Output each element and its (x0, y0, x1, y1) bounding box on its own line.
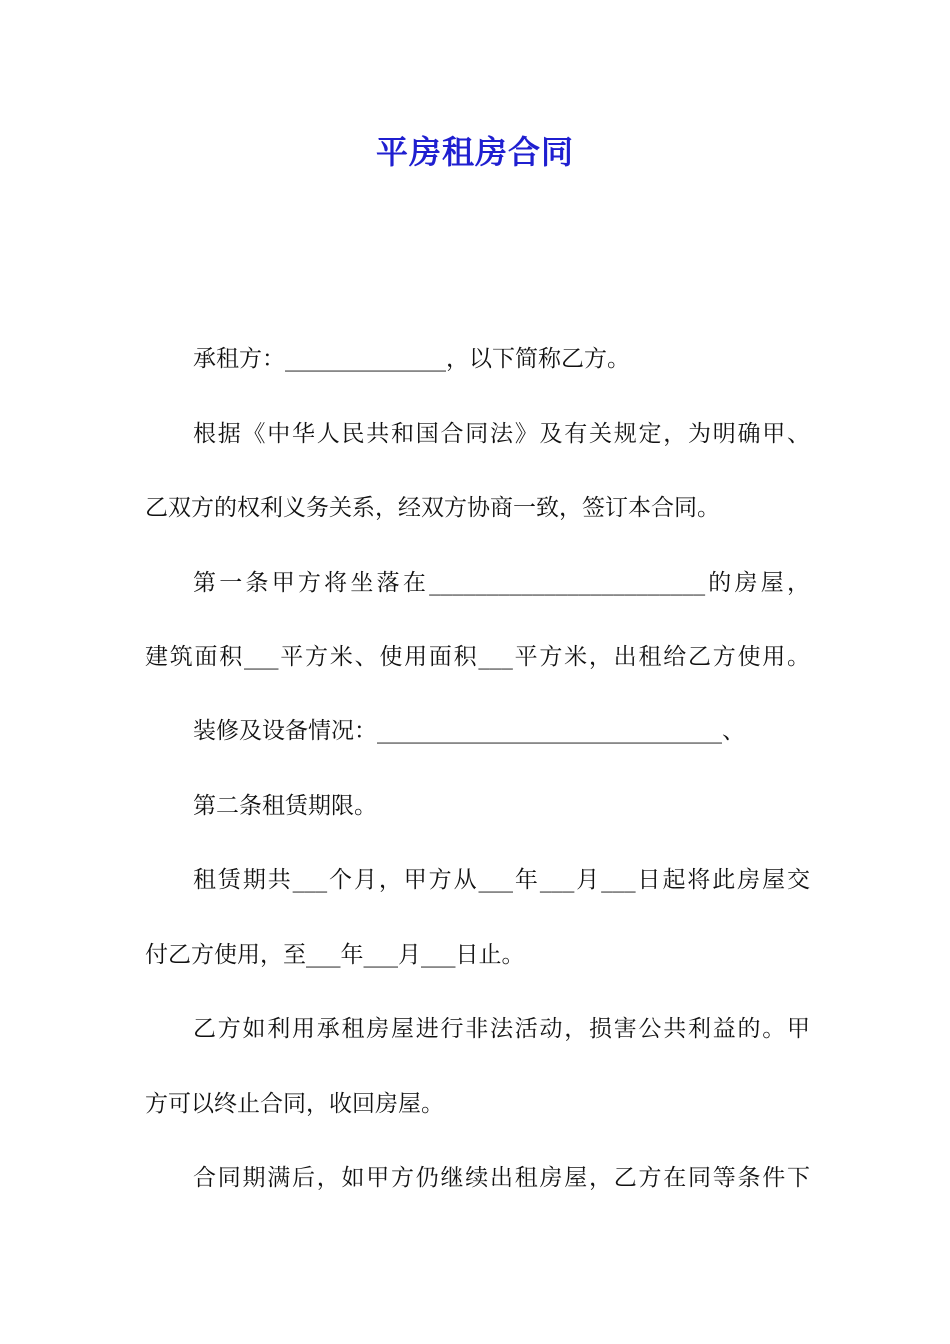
article-1-line-2: 建筑面积___平方米、使用面积___平方米，出租给乙方使用。 (145, 644, 810, 670)
decoration-equipment-line: 装修及设备情况：______________________________、 (193, 718, 745, 744)
tenant-line: 承租方：______________，以下简称乙方。 (193, 346, 630, 372)
document-title: 平房租房合同 (375, 133, 574, 171)
article-1-line-1: 第一条甲方将坐落在________________________的房屋， (193, 570, 810, 596)
lease-term-line-2: 付乙方使用，至___年___月___日止。 (145, 942, 525, 968)
lease-term-line-1: 租赁期共___个月，甲方从___年___月___日起将此房屋交 (193, 867, 810, 893)
renewal-line-1: 合同期满后，如甲方仍继续出租房屋，乙方在同等条件下 (193, 1165, 810, 1191)
article-2-heading: 第二条租赁期限。 (193, 793, 377, 819)
paragraph-basis-line-2: 乙双方的权利义务关系，经双方协商一致，签订本合同。 (145, 495, 720, 521)
illegal-use-line-1: 乙方如利用承租房屋进行非法活动，损害公共利益的。甲 (193, 1016, 810, 1042)
illegal-use-line-2: 方可以终止合同，收回房屋。 (145, 1091, 444, 1117)
paragraph-basis-line-1: 根据《中华人民共和国合同法》及有关规定，为明确甲、 (193, 421, 810, 447)
